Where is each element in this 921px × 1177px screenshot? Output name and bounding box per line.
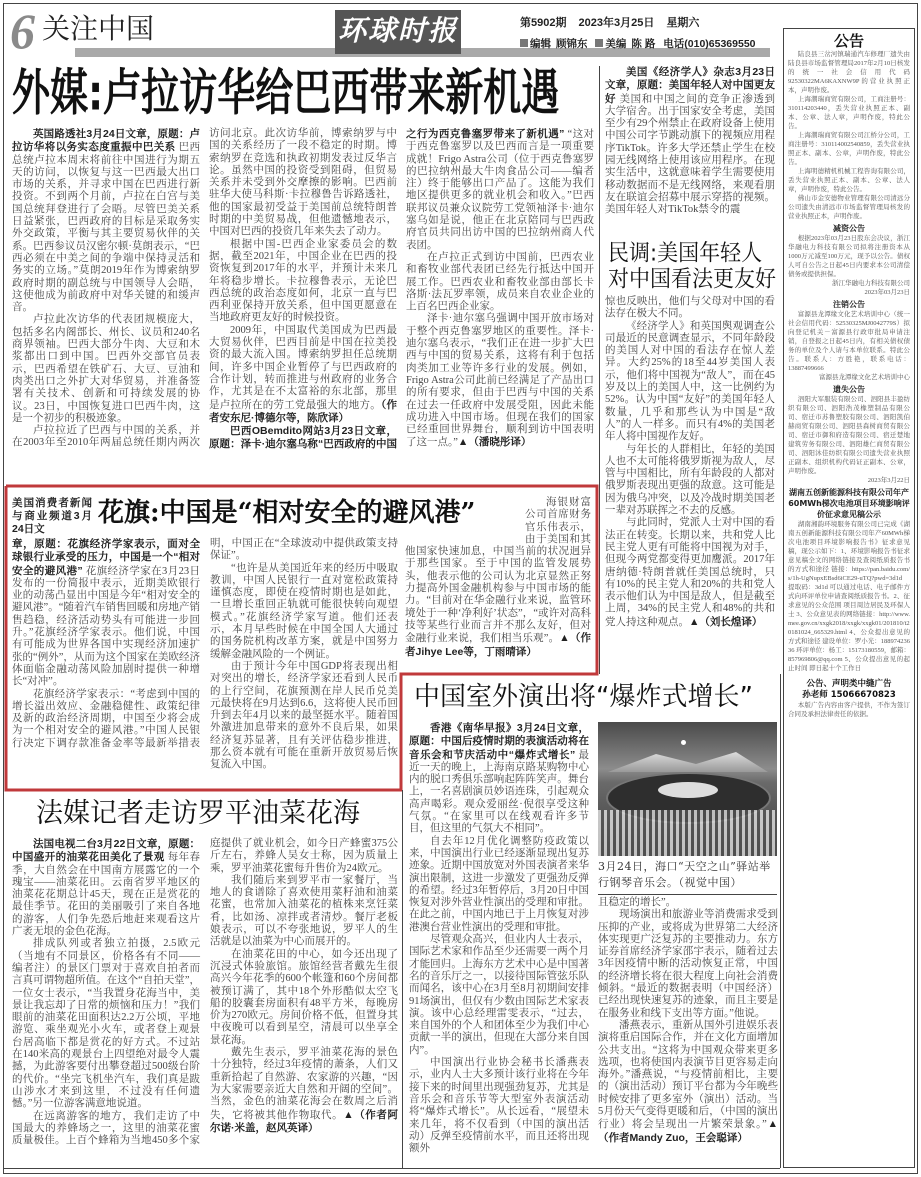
notice-item: 陆良县三岔河镇瑞通汽车修理厂遗失由陆良县市场监督管理局2017年2月10日核发的统一社会信用代码92530322MA6KAXNW9P的营业执照正本，声明作废。 (788, 51, 910, 94)
ad-contact-title: 公告、声明类中缝广告 (806, 679, 892, 689)
byline: ▲（作者阿尔诺·米盖，赵风英译） (210, 1108, 398, 1134)
editor-name: 顾锦东 (556, 38, 588, 50)
paragraph: 每年春季，大自然会在中国南方展露它的一个瑰宝——油菜花田。云南省罗平地区的油菜花花期总计45天，现在正是赏花的最佳季节。花田的美丽吸引了来自各地的游客，人们争先恐后地赶来观看这片广袤无垠的金色花海。 (12, 852, 201, 938)
designer-name: 陈 路 (631, 38, 656, 50)
paragraph: “也许是从美国近年来的经历中吸取教训，中国人民银行一直对宽松政策持谨慎态度，即使在疫情时期也是如此，一旦增长重回正轨就可能很快转向观望模式。”花旗经济学家写道。他们还表示，本月早些时候在中国全国人大通过的国务院机构改革方案，就是中国努力缓解金融风险的一个例证。 (210, 562, 398, 660)
designer-label: 美编 (605, 38, 627, 50)
article-lead: 章，原题：花旗经济学家表示，面对全球银行业承受的压力，中国是一个“相对安全的避风港” (12, 538, 200, 577)
paragraph: 最近一天的晚上，上海南京路某购物中心内的脱口秀俱乐部响起阵阵笑声。舞台上，一名喜剧演员妙语连珠，引起观众高声喝彩。观众爱丽丝·倪很享受这种气氛。“在家里可以在线观看许多节目，但这里的气氛大不相同”。 (409, 749, 590, 835)
issue-number: 第5902期 (520, 17, 567, 29)
building-roof (608, 752, 768, 772)
editor-label: 编辑 (530, 38, 551, 50)
article-lead: 美国《经济学人》杂志3月23日文章，原题：美国年轻人对中国更友好 (605, 66, 775, 105)
notice-date: 2023年3月22日 (867, 477, 910, 484)
paragraph: 潘燕表示，重新从国外引进娱乐表演将重启国际合作，并在文化方面增加公共支出。“这将为中国观众带来更多选项，也将使国内表演节目更容易走向海外。”潘燕说，“与疫情前相比，主要的（演出活动）预订平台都为今年晚些时候安排了更多室外（演出）活动。当5月份天气变得更暖和后，（中国的演出行业）将会呈现出一片繁荣景象。” (598, 1019, 778, 1131)
paragraph: 尽管观众高兴，但业内人士表示，国际艺术家和作品至少还需要一两个月才能回归。上海东方艺术中心是中国著名的音乐厅之一，以接待国际管弦乐队而闻名，该中心在3月至8月初期间安排91场演出，但仅有少数由国际艺术家表演。该中心总经理雷雯表示，“过去，来自国外的个人和团体至少为我们中心贡献一半的演出，但现在大部分来自国内”。 (409, 934, 589, 1056)
paragraph: 海银财富公司首席财务官乐伟表示，由于美国和其他国家快速加息，中国当前的状况迥异于那些国家。至于中国的监管发展势头，他表示他的公司认为北京显然正努力提高外国金融机构参与中国市场的能力。“目前对在华金融行业来说，监管环境处于一种‘净利好’状态”，“或许对高科技等某些行业而言并不那么友好，但对金融行业来说，我们相当乐观”。 (405, 497, 591, 645)
paragraph: 且稳定的增长”。 (598, 897, 677, 908)
paragraph: 泽卡·迪尔塞乌强调中国开放市场对于整个西克鲁塞罗地区的重要性。泽卡·迪尔塞乌表示，“我们正在进一步扩大巴西与中国的贸易关系，这将有利于包括肉类加工业等许多行业的发展。例如，Frigo Astra公司此前已经满足了产品出口的所有要求，但由于巴西与中国的关系在过去一任政府中发展受阻，因此未能成功进入中国市场。但现在我们的国家已经重回世界舞台，顺利到访中国表明了这一点。” (406, 313, 594, 449)
article-lead: 法国电视二台3月22日文章，原题：中国盛开的油菜花田美化了景观 (12, 838, 200, 864)
article-outdoor-left (409, 722, 589, 1155)
notice-item: 佛山市金安德物业管理有限公司清远分公司遗失由清远市市场监督管理局核发的营业执照正本，声明作废。 (788, 195, 910, 220)
paragraph: 惊也反映出，他们与父母对中国的看法存在极大不同。 (605, 296, 775, 320)
notice-item: 上海明德精机机械工程咨询有限公司，丢失营业执照正本、副本、公章、法人章，声明作废，特此公告。 (788, 168, 910, 193)
paragraph: 与年长的人群相比，年轻的美国人也不太可能将俄罗斯视为敌人，尽管与中国相比，所有年龄段的人都对俄罗斯表现出更强的敌意。这可能是因为俄乌冲突，以及冷战时期美国老一辈对苏联挥之不去的反感。 (605, 443, 775, 517)
headline-outdoor: 中国室外演出将“爆炸式增长” (414, 682, 753, 712)
byline: ▲（作者Mandy Zuo，王会聪译） (598, 1118, 778, 1144)
article-france (12, 838, 398, 1147)
notice-item: 上海潮瑞商贸有限公司江桥分公司，工商注册号：310114002540859，丢失营业执照正本、副本、公章，声明作废，特此公告。 (788, 132, 910, 166)
moon (681, 740, 686, 745)
paragraph: 自去年12月优化调整防疫政策以来，中国演出行业已经逐渐显现出复苏迹象。近期中国放宽对外国表演者来华演出限制，这进一步激发了更强劲反弹的希望。经过3年暂停后，3月20日中国恢复对涉外营业性演出的受理和审批。在此之前，中国内地已于上月恢复对涉港澳台营业性演出的受理和审批。 (409, 835, 589, 933)
concert-photo (598, 722, 777, 856)
article-lead: 香港《南华早报》3月24日文章，原题：中国后疫情时期的表演活动将在音乐会和节庆活动中“爆炸式增长” (409, 722, 589, 761)
paragraph: 卢拉拉近了巴西与中国的关系，并在2003年至2010年两届总统任期内两次访问北京。此次访华前，博索纳罗与中国的关系经历了一段不稳定的时期。博索纳罗在竞选和执政初期发表过反华言论。虽然中国的投资受到阻碍，但贸易关系并未受到外交摩擦的影响。巴西前驻华大使马科斯·卡拉穆鲁告诉路透社，他的国家最初受益于美国前总统特朗普时期的中美贸易战，但他遗憾地表示，中国对巴西的投资几年来失去了动力。 (12, 128, 397, 449)
page-number: 6 (10, 3, 35, 59)
paragraph: 美国和中国之间的竞争正渗透到大学宿舍。出于国家安全考虑，美国至少有29个州禁止在政府设备上使用中国公司字节跳动旗下的视频应用程序TikTok。许多大学还禁止学生在校园无线网络上使用该应用程序。在现实生活中，这就意味着学生需要使用移动数据而不是无线网络，来观看朋友在联谊会招募中展示穿搭的视频。美国年轻人对TikTok禁令的震 (605, 93, 776, 216)
column-divider (402, 790, 403, 1168)
paragraph: 巴西总统卢拉本周末将前往中国进行为期五天的访问，以恢复与这一巴西最大出口市场的关系，并寻求中国在巴西进行新投资。不到两个月前，卢拉在白宫与美国总统拜登进行了会晤。尽管巴美关系日益紧张，巴西政府的目标是采取务实外交政策，平衡与其主要贸易伙伴的关系。巴西参议员汉密尔顿·莫朗表示，“巴西必须在中美之间的争端中保持灵活和务实的立场。”莫朗2019年作为博索纳罗政府时期的副总统与中国领导人会晤，这使他成为前政府中对华关键的和缓声音。 (12, 142, 201, 314)
notice-item: 上海潮瑞商贸有限公司，工商注册号：310114203440，丢失营业执照正本、副本、公章、法人章，声明作废，特此公告。 (788, 96, 910, 130)
article-citi-right (405, 497, 591, 659)
paragraph: 中国演出行业协会秘书长潘燕表示，业内人士大多预计该行业将在今年接下来的时间里出现强劲复苏，尤其是音乐会和音乐节等大型室外表演活动将“爆炸式增长”。从长远看，“展望未来几年，将不仅看到（中国的演出活动）反弹至疫情前水平，而且还将出现额外 (409, 1057, 589, 1155)
byline: （作者安东尼·博德尔等，陈欣译） (209, 398, 397, 424)
newspaper-logo: 环球时报 (335, 10, 461, 54)
byline: ▲（作者Jihye Lee等，丁雨晴译） (405, 632, 591, 658)
paragraph: 卢拉此次访华的代表团规模庞大，包括多名内阁部长、州长、议员和240名商界领袖。巴西大部分牛肉、大豆和木浆都出口到中国。巴西外交部官员表示，巴西希望在铁矿石、大豆、豆油和肉类出口之外扩大对华贸易，并准备签署有关技术、创新和可持续发展的协议。23日，中国恢复进口巴西牛肉，这是一个初步的积极迹象。 (12, 314, 200, 424)
paragraph: 由于预计今年中国GDP将表现出相对突出的增长，经济学家还看到人民币的上行空间，花旗预测在岸人民币兑美元最快将在9月达到6.6，这将使人民币回升到去年4月以来的最坚挺水平。随着国外激进加息带来的意外不良后果，如果经济复苏显著，且有关评估稳步推进，那么资本就有可能在重新开放贸易后恢复流入中国。 (210, 660, 398, 771)
article-lead: 英国路透社3月24日文章，原题：卢拉访华将以务实态度重振中巴关系 (12, 128, 200, 154)
phone: 电话(010)65369550 (663, 38, 756, 50)
headline-france: 法媒记者走访罗平油菜花海 (36, 798, 360, 829)
notice-subtitle: 减资公告 (833, 224, 865, 233)
paragraph: 花旗经济学家在3月23日发布的一份简报中表示，近期美欧银行业的动荡凸显出中国是今年“相对安全的避风港”。“随着汽车销售回暖和房地产销售趋稳，经济活动势头有可能进一步回升。”花旗经济学家表示。他们说，中国有可能成为世界各国中实现经济加速扩张的“例外”，从而为这个国家在美欧经济体面临金融动荡风险加剧时提供一种增长“对冲”。 (12, 565, 201, 688)
notice-item: 富源县龙潭缘文化艺术培训中心（统一社会信用代码：52530325MJ0042779S）拟向登记机关－富源县行政审批局申请注销，自登报之日起45日内，有相关债权债务的单位及个人请与本单位联系。特此公告。联系人：方胜艳，联系电话：13887499666 (788, 311, 910, 372)
notices-column (783, 28, 915, 1168)
photo-caption: 3月24日，海口“天空之山”驿站举行钢琴音乐会。（视觉中国） (598, 860, 771, 889)
notice-date: 2023年03月23日 (864, 289, 910, 296)
paragraph: 我们随后来到罗平市一家餐厅，当地人的食谱除了喜欢使用菜籽油和油菜花蜜，也常加入油菜花的植株来烹饪菜肴，比如汤、凉拌或者清炒。餐厅老板娘表示，可以不夸张地说，罗平人的生活就是以油菜为中心而展开的。 (210, 874, 398, 948)
paragraph: 现场演出和旅游业等消费需求受到压抑的产业，或将成为世界第二大经济体实现更广泛复苏的主要推动力。东方证券首席经济学家邵宇表示，随着过去3年因疫情中断的活动恢复正常，中国的经济增长将在很大程度上向社会消费倾斜。“最近的数据表明（中国经济）已经出现快速复苏的迹象，而且主要是在服务业和线下支出等方面。”他说。 (598, 909, 778, 1019)
paragraph: 2009年，中国取代美国成为巴西最大贸易伙伴，巴西目前是中国在拉美投资的最大流入国。博索纳罗担任总统期间，许多中国企业暂停了与巴西政府的合作计划，转而推进与州政府的业务合作，尤其是在不太富裕的东北部，那里是卢拉所在的劳工党最强大的地方。 (209, 324, 397, 411)
audience (598, 810, 777, 856)
citi-source: 美国消费者新闻与商业频道3月24日文 (12, 497, 92, 535)
paragraph: 根据中国-巴西企业家委员会的数据，截至2021年，中国企业在巴西的投资恢复到2017年的水平，并预计未来几年将稳步增长。卡拉穆鲁表示，无论巴西总统的政治态度如何，北京一直与巴西利亚保持开放关系，但中国更愿意在当地政府更友好的时候投资。 (209, 238, 397, 324)
notice-subtitle: 遗失公告 (833, 385, 865, 394)
notice-item: 根据2023年03月23日股东会决议，浙江华融电力科技有限公司拟将注册资本从1000万元减至100万元，现予以公告。债权人可自公告之日起45日内要求本公司清偿债务或提供担保。 (788, 235, 910, 278)
paragraph: 与此同时，党派人士对中国的看法正在转变。长期以来，共和党人比民主党人更有可能将中国视为对手，但现今两党都变得更加鹰派。2017年唐纳德·特朗普就任美国总统时，只有10%的民主党人和20%的共和党人表示他们认为中国是敌人，但是截至上周，34%的民主党人和48%的共和党人持这种观点。 (605, 517, 775, 628)
notice-subtitle: 湖南五创新能源科技有限公司年产60MWh梯次电池项目环境影响评价征求意见稿公示 (788, 488, 910, 519)
notices-title: 公告 (833, 32, 864, 50)
notice-signature: 浙江华融电力科技有限公司 (832, 280, 910, 287)
notice-item: 湖南湘韵环境服务有限公司已完成《湖南五创新能源科技有限公司年产60MWh梯次电池项目环境影响报告书》征求意见稿，现公示如下：1、环境影响报告书征求意见稿全文的网络链接及查阅纸质报告书的方式和途径 链接：https://pan.baidu.com/s/1h-UgNupxEBsd6iCE29-uTQ?pwd=3d1d 提取码：3d1d 可以通过电话、电子邮件方式向环评单位申请查阅纸质报告书。2、征求意见的公众范围 项目周边居民及环保人士 3、公众意见表的网络链接：http://www.mee.gov.cn/xxgk2018/xxgk/xxgk01/201810/t20181024_665329.html 4、公众提出意见的方式和途径 建设单位：罗小光：18897423636 环评单位：杨工：15173180559，邮箱：857969806@qq.com 5、公众提出意见的起止时间 即日起十个工作日 (788, 521, 910, 672)
headline-lula: 外媒:卢拉访华给巴西带来新机遇 (12, 64, 560, 122)
paragraph: 花旗经济学家表示：“考虑到中国的增长溢出效应、金融稳健性、政策纪律及新的政治经济周期，中国至少将会成为一个相对安全的避风港。”中国人民银行决定下调存款准备金率等最新举措表明，中国正在“全球波动中提供政策支持保证”。 (12, 538, 398, 749)
headline-citi: 花旗:中国是“相对安全的避风港” (98, 498, 476, 528)
stage (658, 782, 718, 798)
paragraph: 在油菜花田的中心，如今还出现了沉浸式体验旅馆。旅馆经营者戴先生很高兴今年花季的600个帐篷和60个房间都被预订满了，其中18个外形酷似太空飞船的胶囊套房面积有48平方米，每晚房价为270欧元。房间价格不低，但置身其中夜晚可以看到星空，清晨可以坐享全景花海。 (210, 948, 398, 1046)
headline-line: 对中国看法更友好 (608, 265, 776, 292)
notice-item: 泗阳大军服装有限公司、泗阳县丰盈纺织有限公司、泗阳浩茂橡塑制品有限公司、宿迁市苏鲁塑胶有限公司、泗阳凯伯赫商贸有限公司、泗阳县森树商贸有限公司、宿迁市御和府造有限公司、宿迁楚地建筑劳务有限公司、泗阳雄仁商贸有限公司、泗阳沐佳纺织有限公司遗失营业执照正副本、组织机构代码证正副本、公章，声明作废。 (788, 396, 910, 475)
column-divider (780, 674, 781, 1168)
ad-contact-phone: 孙老师 15066670823 (802, 690, 896, 700)
article-outdoor-right (598, 897, 778, 1145)
paragraph: 戴先生表示，罗平油菜花海的景色十分独特，经过3年疫情的萧条，人们又重新拾起了自然游、农家游的兴趣，“因为大家需要亲近大自然和开阔的空间”。当然，金色的油菜花海会在数周之后消失，它将被其他作物取代。 (210, 1047, 398, 1121)
paragraph: 排成队列或者独立拍摄，2.5欧元（当地有不同景区，价格各有不同——编者注）的景区门票对于喜欢自拍者而言真可谓物超所值。在这个“自拍天堂”，一位女士表示，“当我置身花海当中，美景让我忘却了日常的烦恼和压力！”我们眼前的油菜花田面积达2.2万公顷，平地游览、乘坐观光小火车，或者登上观景台居高临下都是赏花的好方式。不过站在140米高的观景台上四望绝对最令人震撼，为此游客要付出攀登超过500级台阶的代价。“坐完飞机坐汽车，我们真是跋山涉水才来到这里，不过没有任何遗憾。”另一位游客满意地说道。 (12, 938, 200, 1110)
caption-rule (598, 894, 777, 895)
issue-date: 2023年3月25日 (578, 17, 655, 29)
byline: ▲（潘晓彤译） (457, 436, 532, 449)
article-citi (12, 538, 398, 772)
issue-weekday: 星期六 (666, 17, 700, 29)
paragraph: 《经济学人》和英国舆观调查公司最近的民意调查显示，不同年龄段的美国人对中国的看法存在惊人差异。大约25%的18至44岁美国人表示，他们将中国视为“敌人”，而在45岁及以上的美国人中，这一比例约为52%。认为中国“友好”的美国年轻人数量，几乎和那些认为中国是“敌人”的人一样多。而只有4%的美国老年人将中国视作友好。 (605, 320, 775, 443)
section-title: 关注中国 (42, 14, 155, 45)
notice-signature: 富源县龙潭缘文化艺术培训中心 (819, 374, 910, 381)
headline-line: 民调:美国年轻人 (608, 240, 763, 266)
paragraph: 在远离游客的地方，我们走访了中国最大的养蜂场之一，这里的油菜花蜜质量极佳。上百个蜂箱为当地450多个家庭提供了就业机会，如今日产蜂蜜375公斤左右，养蜂人吴女士称，因为质量上乘，罗平油菜花蜜每升售价为24欧元。 (12, 838, 398, 1147)
paragraph: 在卢拉正式到访中国前，巴西农业和畜牧业部代表团已经先行抵达中国开展工作。巴西农业和畜牧业部由部长卡洛斯·法瓦罗率领，成员来自农业企业的上百名巴西企业家。 (406, 251, 594, 313)
ad-disclaimer: 本版广告内容由客户提供，不作为签订合同及承担法律责任的依据。 (788, 702, 910, 718)
paragraph: “这对于西克鲁塞罗以及巴西而言是一项重要成就！Frigo Astra公司（位于西克鲁塞罗的巴拉纳州最大牛肉食品公司——编者注）终于能够出口产品了。这能为我们地区提供更多的就业机会和收入。”巴西联邦议员兼众议院劳工党领袖泽卡·迪尔塞乌如是说，他正在北京陪同与巴西政府官员共同出访中国的巴拉纳州商人代表团。 (406, 129, 595, 251)
bottom-rule (4, 1168, 780, 1169)
article-lead: 巴西OBemdito网站3月23日文章，原题：泽卡·迪尔塞乌称“巴西政府的中国之行为西克鲁塞罗带来了新机遇” (209, 128, 565, 451)
byline: ▲（刘长煌译） (689, 615, 763, 628)
notice-subtitle: 注销公告 (833, 300, 865, 309)
